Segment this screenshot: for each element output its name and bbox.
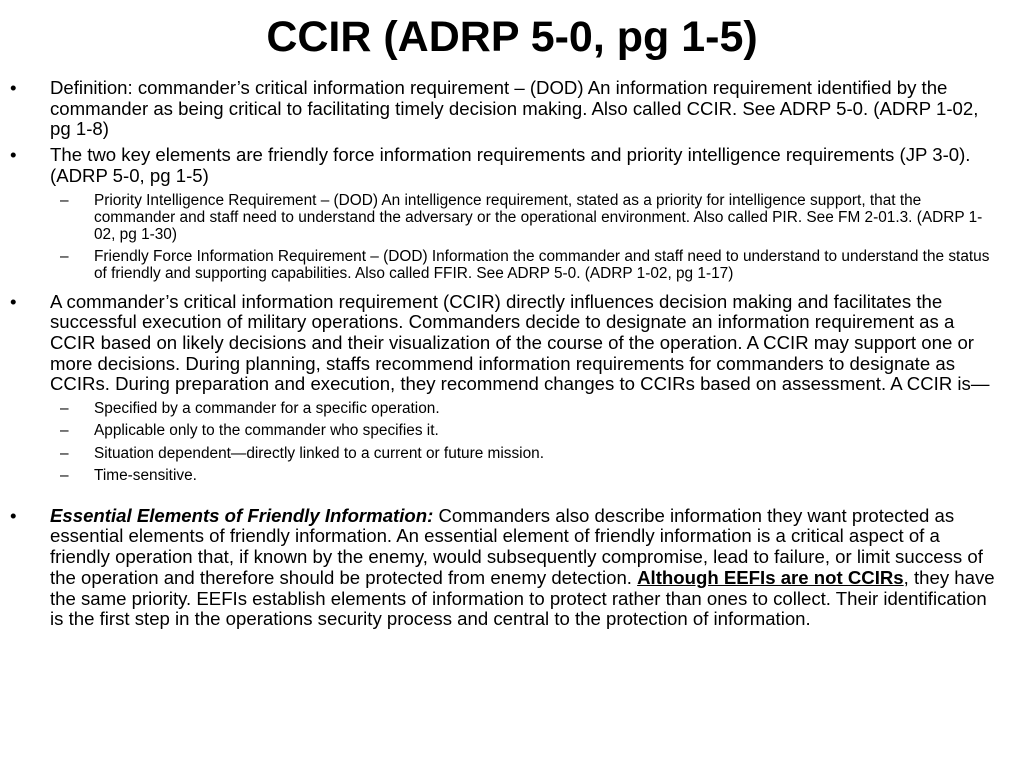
sub-bullet-text: Applicable only to the commander who specifies it. xyxy=(94,422,439,440)
dash-marker: – xyxy=(60,191,69,209)
sub-bullet-specified xyxy=(60,400,1002,418)
sub-bullet-situation xyxy=(60,444,1002,462)
eefi-emphasis: Although EEFIs are not CCIRs xyxy=(637,566,904,588)
dash-marker: – xyxy=(60,400,69,418)
dash-marker: – xyxy=(60,467,69,485)
sub-bullet-text: Time-sensitive. xyxy=(94,467,197,485)
slide-body xyxy=(0,78,1024,635)
bullet-text: The two key elements are friendly force information requirements and priority intelligence requirements (JP 3-0). (ADRP 5-0, pg 1-5) xyxy=(50,144,971,186)
sub-bullet-text: Friendly Force Information Requirement – (DOD) Information the commander and staff need to understand to understand the status of friendly and supporting capabilities. Also called FFIR. See ADRP 5-0. (ADRP 1-02, pg 1-17) xyxy=(94,247,990,283)
bullet-eefi xyxy=(10,504,1002,630)
sub-bullet-pir xyxy=(60,191,1002,244)
sub-bullet-ffir xyxy=(60,247,1002,283)
sub-bullet-text: Situation dependent—directly linked to a current or future mission. xyxy=(94,444,544,462)
eefi-text-part2: , they have the same priority. EEFIs establish elements of information to protect rather than ones to collect. Their identification is the first step in the operations security process and central to the protection of information. xyxy=(50,566,995,630)
bullet-marker: • xyxy=(10,144,17,166)
bullet-ccir-description xyxy=(10,290,1002,396)
bullet-definition xyxy=(10,77,1002,140)
bullet-marker: • xyxy=(10,77,17,98)
bullet-marker: • xyxy=(10,290,17,312)
bullet-text: A commander’s critical information requirement (CCIR) directly influences decision making and facilitates the successful execution of military operations. Commanders decide to designate an information requirement as a CCIR based on likely decisions and their visualization of the course of the operation. A CCIR may support one or more decisions. During planning, staffs recommend information requirements for commanders to designate as CCIRs. During preparation and execution, they recommend changes to CCIRs based on assessment. A CCIR is— xyxy=(50,290,990,395)
dash-marker: – xyxy=(60,247,69,265)
sub-bullet-text: Specified by a commander for a specific operation. xyxy=(94,400,440,418)
eefi-text-part1: Commanders also describe information they want protected as essential elements of friendly information. An essential element of friendly information is a critical aspect of a friendly operation that, if known by the enemy, would subsequently compromise, lead to failure, or limit success of the operation and therefore should be protected from enemy detection. xyxy=(50,504,983,588)
sub-bullet-time-sensitive xyxy=(60,467,1002,485)
spacer xyxy=(0,490,1024,506)
bullet-key-elements xyxy=(10,144,1002,186)
dash-marker: – xyxy=(60,422,69,440)
sub-bullet-applicable xyxy=(60,422,1002,440)
bullet-text: Definition: commander’s critical information requirement – (DOD) An information requirement identified by the commander as being critical to facilitating timely decision making. Also called CCIR. See ADRP 5-0. (ADRP 1-02, pg 1-8) xyxy=(50,77,979,140)
sub-bullet-text: Priority Intelligence Requirement – (DOD) An intelligence requirement, stated as a priority for intelligence support, that the commander and staff need to understand the adversary or the operational environment. Also called PIR. See FM 2-01.3. (ADRP 1-02, pg 1-30) xyxy=(94,191,983,244)
dash-marker: – xyxy=(60,444,69,462)
bullet-marker: • xyxy=(10,504,17,526)
eefi-lead: Essential Elements of Friendly Information: xyxy=(50,504,434,526)
slide-title: CCIR (ADRP 5-0, pg 1-5) xyxy=(266,13,758,61)
